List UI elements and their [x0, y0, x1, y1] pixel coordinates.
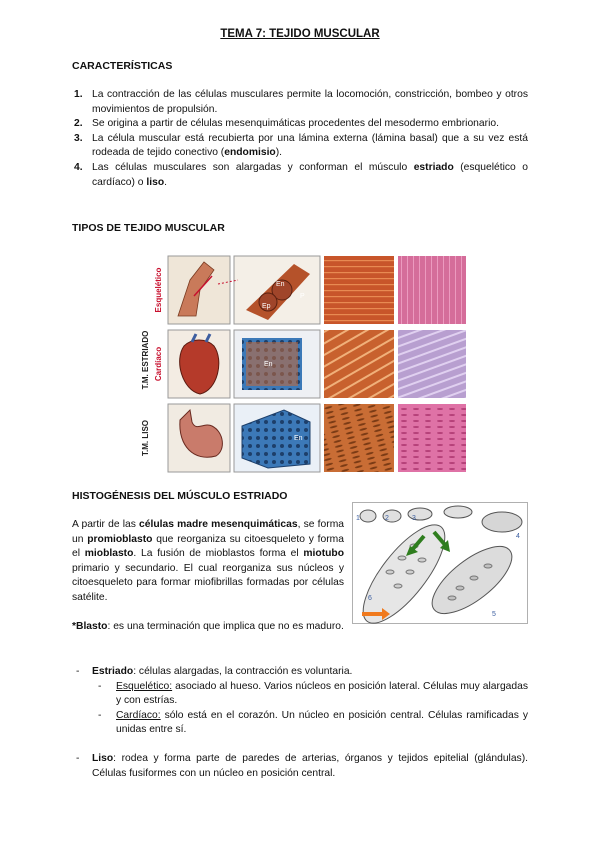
list-subitem: - Cardíaco: sólo está en el corazón. Un núcleo en posición central. Células ramificadas y unidas entre sí.: [98, 709, 528, 736]
term-desc: : rodea y forma parte de paredes de arterias, órganos y tejidos epitelial (glándulas). Células fusiformes con un núcleo en posición central.: [92, 752, 528, 779]
histogenesis-diagram: [352, 502, 528, 624]
cardiac-histology-image: [324, 330, 394, 398]
smooth-stain-image: [398, 404, 466, 472]
caracteristicas-heading: CARACTERÍSTICAS: [72, 60, 173, 72]
bundle-label: En: [294, 435, 303, 442]
list-item: - Liso: rodea y forma parte de paredes de arterias, órganos y tejidos epitelial (glándulas). Células fusiformes con un núcleo en posición central.: [76, 752, 528, 779]
item-number: 1.: [74, 89, 83, 100]
term-cardiaco: Cardíaco:: [116, 709, 161, 721]
item-text: La contracción de las células musculares permite la locomoción, constricción, bombeo y otros movimientos de propulsión.: [92, 89, 528, 115]
item-text: Se origina a partir de células mesenquimáticas procedentes del mesodermo embrionario.: [92, 118, 499, 130]
list-item: [72, 88, 528, 117]
smooth-histology-image: [324, 404, 394, 472]
item-bold: endomisio: [224, 147, 276, 159]
bundle-label: Ep: [262, 303, 271, 310]
list-item: - Estriado: células alargadas, la contracción es voluntaria.: [76, 666, 353, 677]
term-desc: sólo está en el corazón. Un núcleo en posición central. Células ramificadas y unidas entre sí.: [116, 709, 528, 736]
label-esqueletico: Esquelético: [154, 267, 163, 313]
term-desc: asociado al hueso. Varios núcleos en posición lateral. Células muy alargadas y con estrías.: [116, 680, 528, 707]
item-number: 4.: [74, 161, 83, 173]
diagram-number: 4: [516, 533, 520, 540]
histogenesis-illustration: [352, 502, 528, 624]
term-liso: Liso: [92, 752, 114, 764]
muscle-types-illustration: [134, 250, 466, 474]
bundle-label: P: [300, 293, 305, 300]
item-number: 3.: [74, 132, 83, 144]
text-bold: promioblasto: [87, 533, 153, 545]
cardiac-stain-image: [398, 330, 466, 398]
blasto-note: [72, 620, 344, 635]
diagram-number: 6: [368, 595, 372, 602]
diagram-number: 5: [492, 611, 496, 618]
note-term: *Blasto: [72, 621, 108, 632]
text-run: primario y secundario. El cual reorganiza sus núcleos y citoesqueleto para formar miofibrillas formadas por células satélite.: [72, 562, 344, 603]
muscle-types-list: [72, 665, 528, 781]
item-text: Las células musculares son alargadas y conforman el músculo: [92, 161, 414, 173]
text-run: que reorganiza su citoesqueleto y forma el: [72, 533, 344, 560]
histogenesis-heading: HISTOGÉNESIS DEL MÚSCULO ESTRIADO: [72, 490, 288, 502]
page-title: TEMA 7: TEJIDO MUSCULAR: [220, 28, 380, 40]
bundle-label: En: [276, 281, 285, 288]
skeletal-histology-image: [324, 256, 394, 324]
text-run: . La fusión de mioblastos forma el: [133, 548, 304, 560]
diagram-number: 3: [412, 515, 416, 522]
term-esqueletico: Esquelético:: [116, 680, 173, 692]
skeletal-stain-image: [398, 256, 466, 324]
diagram-number: 1: [356, 515, 360, 522]
text-bold: células madre mesenquimáticas: [139, 519, 298, 530]
item-bold: estriado: [413, 161, 454, 173]
list-subitem: - Esquelético: asociado al hueso. Varios núcleos en posición lateral. Células muy alargadas y con estrías.: [98, 680, 528, 707]
item-text-mid: (esquelético o cardíaco) o: [92, 161, 528, 188]
term-desc: : células alargadas, la contracción es voluntaria.: [133, 666, 353, 677]
text-bold: mioblasto: [84, 548, 134, 560]
list-item: [72, 132, 528, 161]
note-text: : es una terminación que implica que no es maduro.: [107, 621, 344, 632]
list-item: [72, 161, 528, 190]
item-text-end: ).: [275, 147, 283, 159]
item-text: La célula muscular está recubierta por una lámina externa (lámina basal) que a su vez está rodeada de tejido conectivo (: [92, 132, 528, 159]
item-number: 2.: [74, 118, 83, 130]
histogenesis-paragraph: [72, 518, 344, 606]
text-run: , se forma un: [72, 519, 344, 545]
text-bold: miotubo: [303, 548, 344, 560]
bundle-label: En: [264, 361, 273, 368]
group-label-liso: T.M. LISO: [141, 420, 150, 456]
muscle-types-figure: [134, 250, 466, 474]
label-cardiaco: Cardíaco: [154, 346, 163, 382]
diagram-number: 2: [385, 515, 389, 522]
item-text-end: .: [164, 176, 167, 188]
text-run: A partir de las: [72, 519, 140, 530]
caracteristicas-list: [72, 88, 528, 190]
tipos-heading: TIPOS DE TEJIDO MUSCULAR: [72, 222, 225, 234]
group-label-estriado: T.M. ESTRIADO: [141, 330, 150, 390]
list-item: [72, 117, 528, 132]
term-estriado: Estriado: [92, 666, 134, 677]
item-bold: liso: [146, 176, 165, 188]
